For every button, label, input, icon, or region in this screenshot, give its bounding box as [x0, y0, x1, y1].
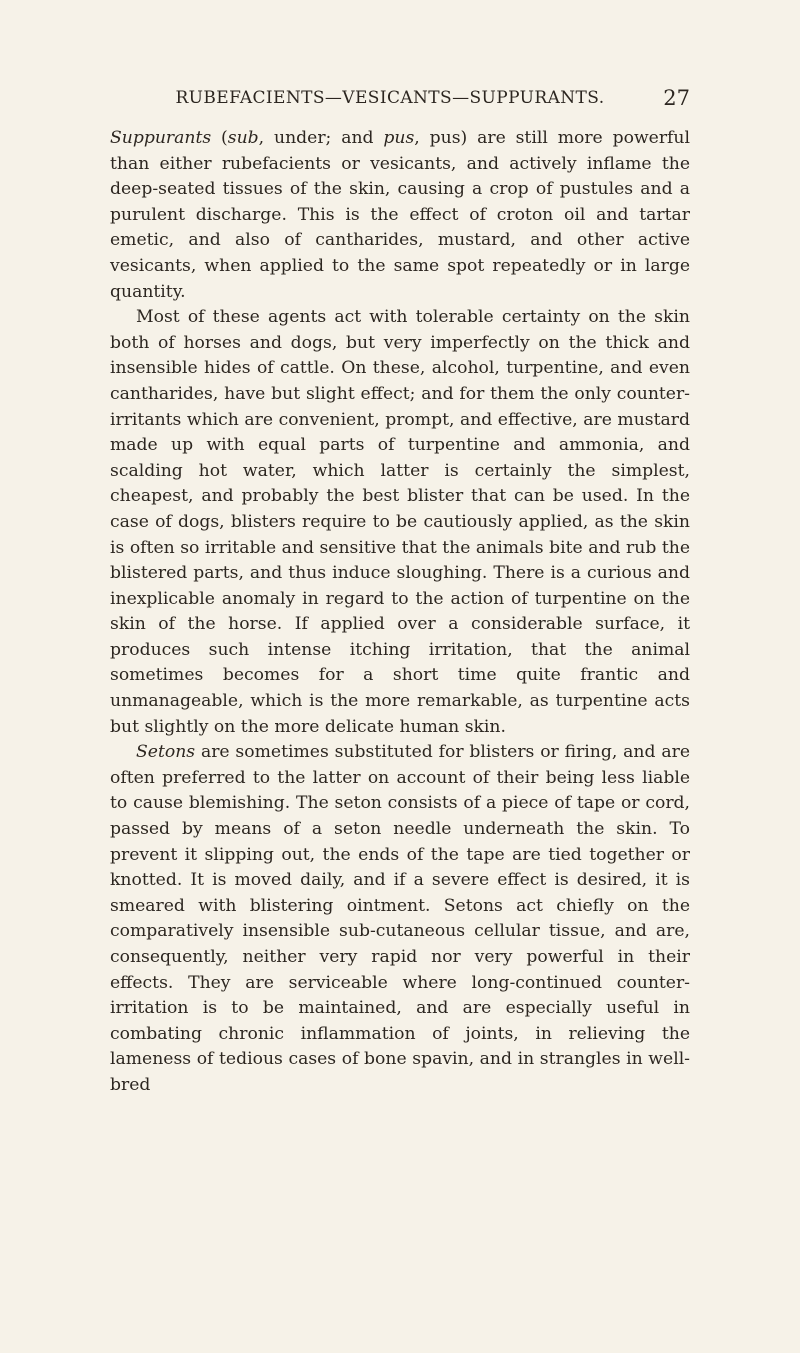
paragraph-text: are sometimes substituted for blisters or firing, and are often preferred to the latter on account of their being less liable to cause blemishing. The seton consists of a piece of tape or cord, passed by means of a seton needle underneath the skin. To prevent it slipping out, the ends of the tape are tied together or knotted. It is moved daily, and if a severe effect is desired, it is smeared with blistering ointment. Setons act chiefly on the comparatively insensible sub-cutaneous cellular tissue, and are, consequently, neither very rapid nor very powerful in their effects. They are serviceable where long-continued counter-irritation is to be maintained, and are especially useful in combating chronic inflammation of joints, in relieving the lameness of tedious cases of bone spavin, and in strangles in well-bred — [110, 742, 690, 1095]
paragraph-suppurants — [110, 126, 690, 305]
paragraph-text: , pus) are still more powerful than either rubefacients or vesicants, and actively inflame the deep-seated tissues of the skin, causing a crop of pustules and a purulent discharge. This is the effect of croton oil and tartar emetic, and also of cantharides, mustard, and other active vesicants, when applied to the same spot repeatedly or in large quantity. — [110, 128, 690, 302]
etymology-sub: sub — [227, 128, 259, 148]
paragraph-setons — [110, 740, 690, 1098]
page-number: 27 — [663, 86, 690, 110]
paragraph-text: Most of these agents act with tolerable certainty on the skin both of horses and dogs, but very imperfectly on the thick and insensible hides of cattle. On these, alcohol, turpentine, and even cantharides, have but slight effect; and for them the only counter-irritants which are convenient, prompt, and effective, are mustard made up with equal parts of turpentine and ammonia, and scalding hot water, which latter is certainly the simplest, cheapest, and probably the best blister that can be used. In the case of dogs, blisters require to be cautiously applied, as the skin is often so irritable and sensitive that the animals bite and rub the blistered parts, and thus induce sloughing. There is a curious and inexplicable anomaly in regard to the action of turpentine on the skin of the horse. If applied over a considerable surface, it produces such intense itching irritation, that the animal sometimes becomes for a short time quite frantic and unmanageable, which is the more remarkable, as turpentine acts but slightly on the more delicate human skin. — [110, 307, 690, 737]
paragraph-agents — [110, 305, 690, 740]
paragraph-text: , under; and — [258, 128, 384, 148]
term-setons: Setons — [136, 742, 196, 763]
paragraph-text: ( — [211, 128, 228, 148]
running-head — [110, 88, 690, 118]
term-suppurants: Suppurants — [110, 128, 212, 148]
etymology-pus: pus — [383, 128, 415, 148]
body-text — [110, 126, 690, 1099]
running-title: RUBEFACIENTS—VESICANTS—SUPPURANTS. — [175, 88, 605, 108]
